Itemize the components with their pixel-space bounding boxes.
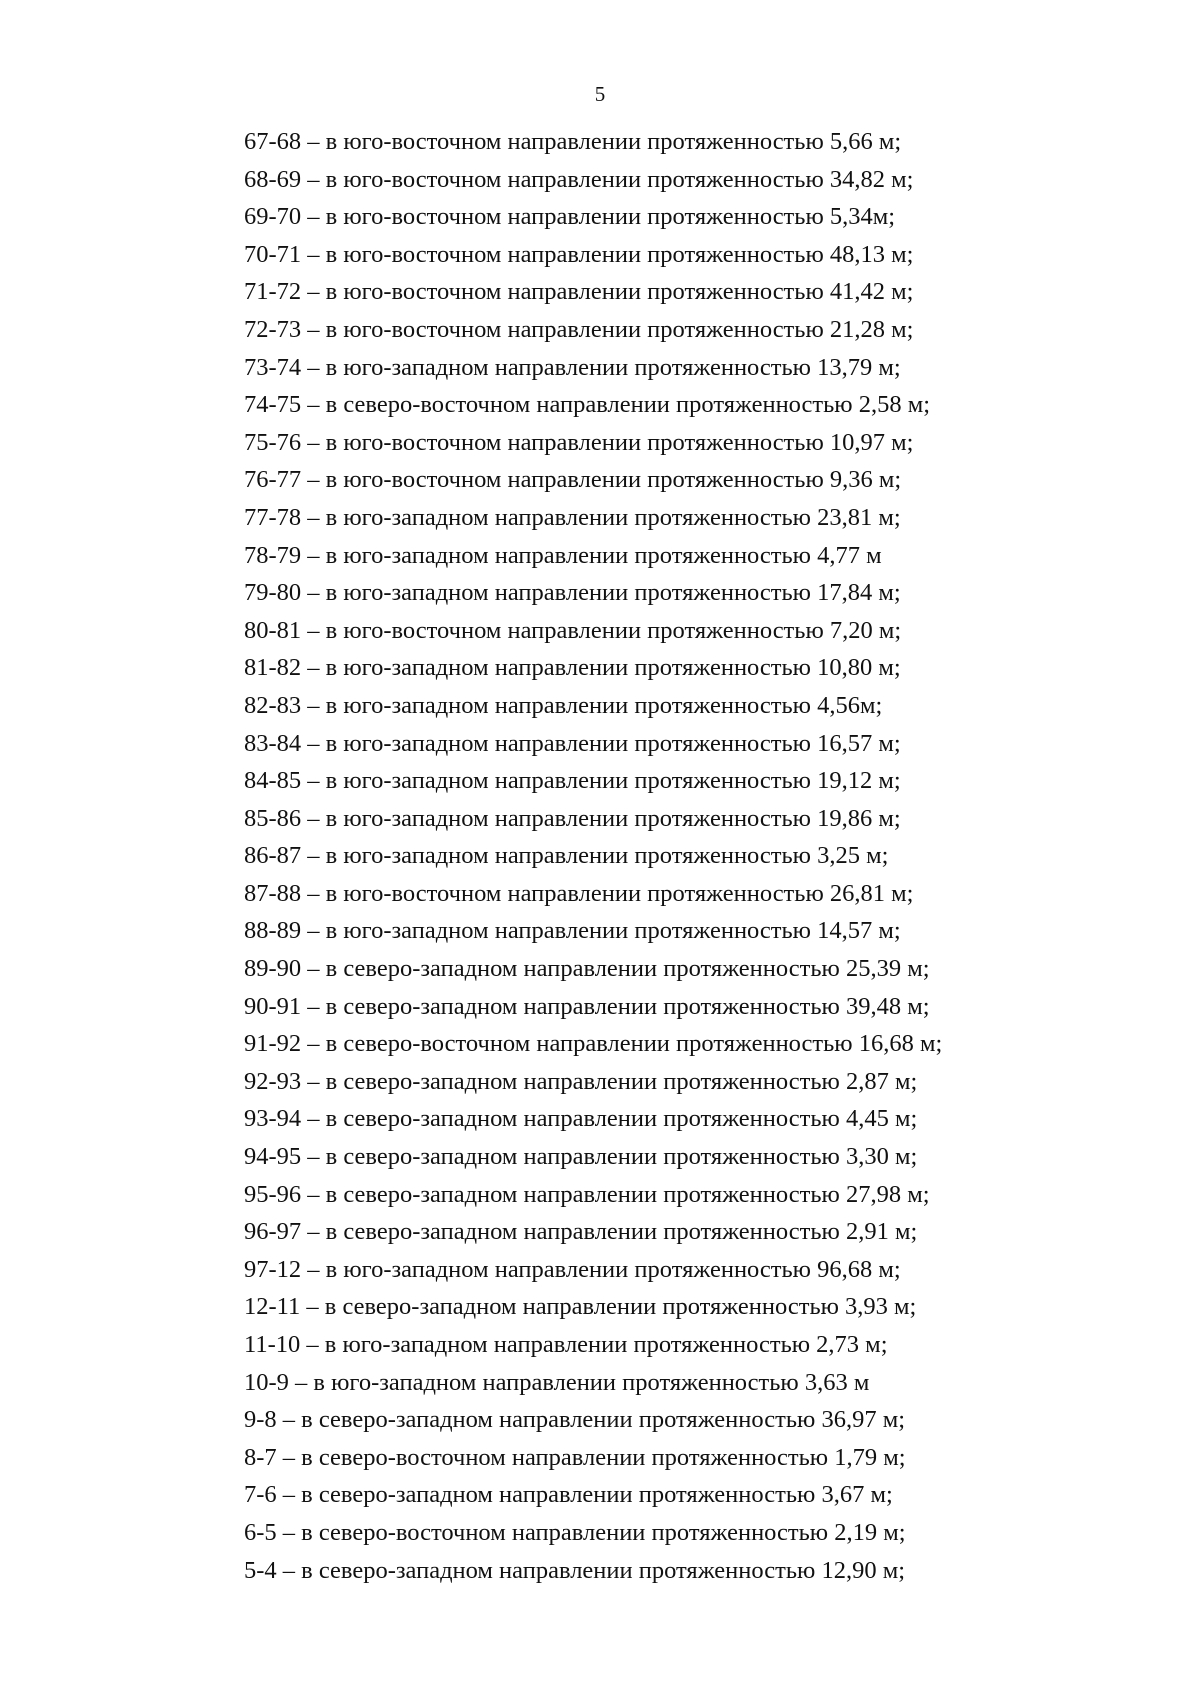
boundary-segment-line: 88-89 – в юго-западном направлении протяженностью 14,57 м; xyxy=(244,917,901,945)
boundary-segment-line: 12-11 – в северо-западном направлении протяженностью 3,93 м; xyxy=(244,1293,917,1321)
boundary-segment-line: 83-84 – в юго-западном направлении протяженностью 16,57 м; xyxy=(244,729,901,757)
boundary-segment-line: 10-9 – в юго-западном направлении протяженностью 3,63 м xyxy=(244,1368,870,1396)
boundary-segment-line: 69-70 – в юго-восточном направлении протяженностью 5,34м; xyxy=(244,203,896,231)
boundary-segment-line: 94-95 – в северо-западном направлении протяженностью 3,30 м; xyxy=(244,1143,918,1171)
boundary-segment-line: 80-81 – в юго-восточном направлении протяженностью 7,20 м; xyxy=(244,616,902,644)
boundary-segment-line: 8-7 – в северо-восточном направлении протяженностью 1,79 м; xyxy=(244,1443,906,1471)
boundary-segment-line: 90-91 – в северо-западном направлении протяженностью 39,48 м; xyxy=(244,992,930,1020)
boundary-segment-line: 78-79 – в юго-западном направлении протяженностью 4,77 м xyxy=(244,541,882,569)
boundary-segment-line: 79-80 – в юго-западном направлении протяженностью 17,84 м; xyxy=(244,579,901,607)
boundary-segment-line: 11-10 – в юго-западном направлении протяженностью 2,73 м; xyxy=(244,1331,888,1358)
boundary-segment-line: 81-82 – в юго-западном направлении протяженностью 10,80 м; xyxy=(244,654,901,682)
boundary-segment-line: 86-87 – в юго-западном направлении протяженностью 3,25 м; xyxy=(244,842,889,870)
boundary-segment-line: 95-96 – в северо-западном направлении протяженностью 27,98 м; xyxy=(244,1180,930,1208)
boundary-segment-line: 87-88 – в юго-восточном направлении протяженностью 26,81 м; xyxy=(244,879,914,907)
boundary-segment-line: 96-97 – в северо-западном направлении протяженностью 2,91 м; xyxy=(244,1218,918,1246)
boundary-segment-line: 73-74 – в юго-западном направлении протяженностью 13,79 м; xyxy=(244,353,901,381)
boundary-segment-line: 77-78 – в юго-западном направлении протяженностью 23,81 м; xyxy=(244,503,901,531)
boundary-segment-line: 75-76 – в юго-восточном направлении протяженностью 10,97 м; xyxy=(244,428,914,456)
boundary-segment-line: 89-90 – в северо-западном направлении протяженностью 25,39 м; xyxy=(244,955,930,983)
boundary-segment-line: 82-83 – в юго-западном направлении протяженностью 4,56м; xyxy=(244,691,883,719)
boundary-segment-line: 93-94 – в северо-западном направлении протяженностью 4,45 м; xyxy=(244,1105,918,1133)
boundary-segment-line: 71-72 – в юго-восточном направлении протяженностью 41,42 м; xyxy=(244,278,914,306)
boundary-segment-line: 97-12 – в юго-западном направлении протяженностью 96,68 м; xyxy=(244,1255,901,1283)
boundary-segment-line: 6-5 – в северо-восточном направлении протяженностью 2,19 м; xyxy=(244,1518,906,1546)
boundary-segment-line: 67-68 – в юго-восточном направлении протяженностью 5,66 м; xyxy=(244,128,902,155)
boundary-segment-line: 74-75 – в северо-восточном направлении протяженностью 2,58 м; xyxy=(244,391,931,419)
boundary-segment-list xyxy=(244,123,942,1589)
boundary-segment-line: 76-77 – в юго-восточном направлении протяженностью 9,36 м; xyxy=(244,466,902,494)
boundary-segment-line: 5-4 – в северо-западном направлении протяженностью 12,90 м; xyxy=(244,1556,906,1584)
boundary-segment-line: 92-93 – в северо-западном направлении протяженностью 2,87 м; xyxy=(244,1067,918,1095)
boundary-segment-line: 84-85 – в юго-западном направлении протяженностью 19,12 м; xyxy=(244,767,901,795)
boundary-segment-line: 91-92 – в северо-восточном направлении протяженностью 16,68 м; xyxy=(244,1030,943,1058)
page-number: 5 xyxy=(594,82,606,106)
boundary-segment-line: 72-73 – в юго-восточном направлении протяженностью 21,28 м; xyxy=(244,315,914,343)
boundary-segment-line: 70-71 – в юго-восточном направлении протяженностью 48,13 м; xyxy=(244,240,914,268)
boundary-segment-line: 68-69 – в юго-восточном направлении протяженностью 34,82 м; xyxy=(244,165,914,193)
boundary-segment-line: 9-8 – в северо-западном направлении протяженностью 36,97 м; xyxy=(244,1406,906,1434)
boundary-segment-line: 7-6 – в северо-западном направлении протяженностью 3,67 м; xyxy=(244,1481,893,1509)
boundary-segment-line: 85-86 – в юго-западном направлении протяженностью 19,86 м; xyxy=(244,804,901,832)
